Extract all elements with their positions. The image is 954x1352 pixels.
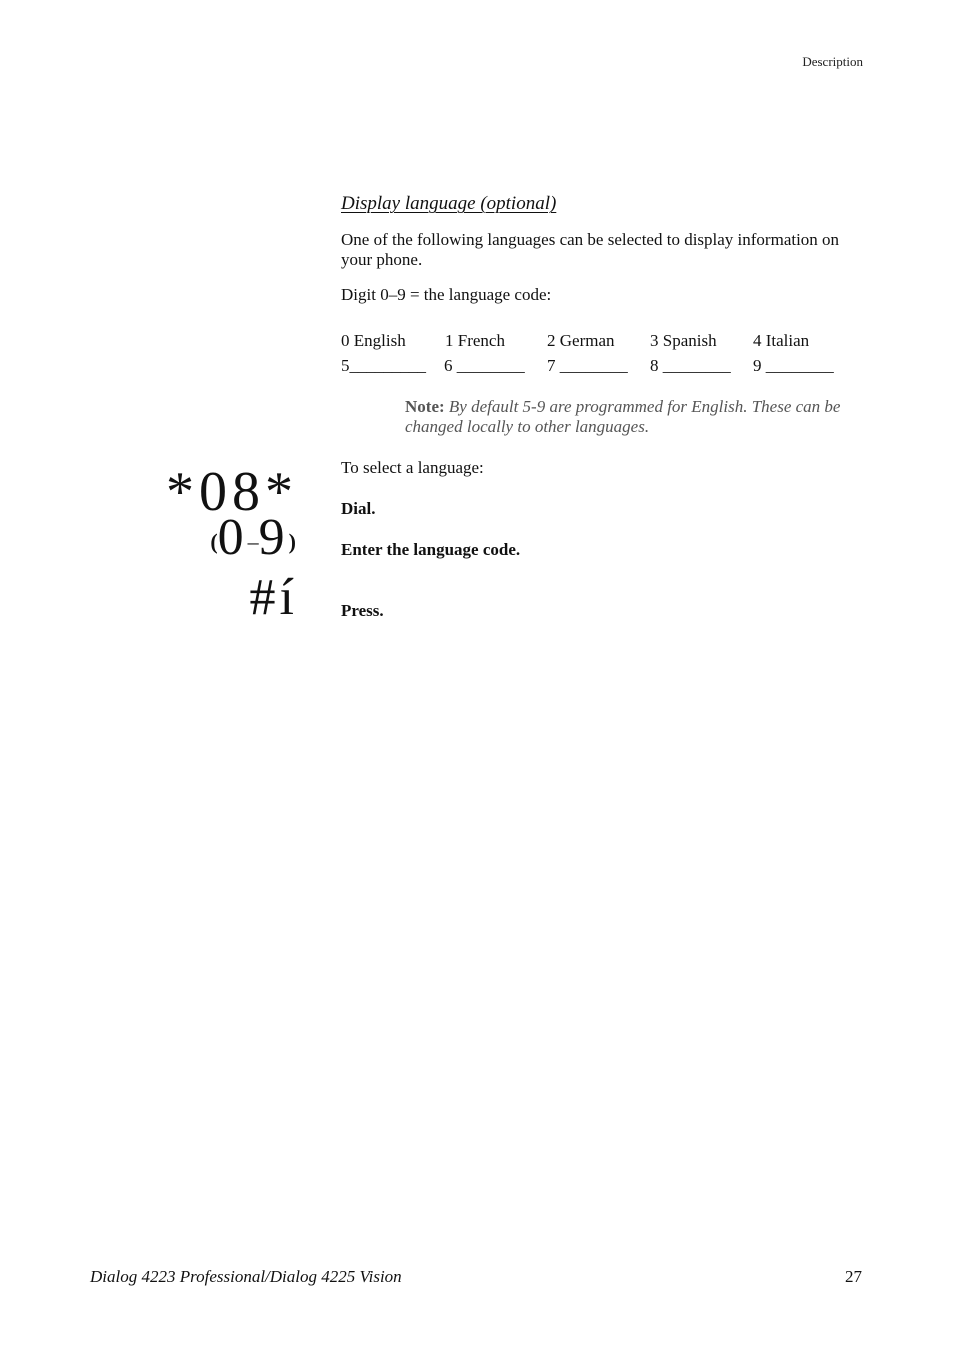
language-item: 2 German: [547, 331, 615, 350]
step-enter-code-label: Enter the language code.: [341, 540, 521, 559]
language-item: 1 French: [445, 331, 505, 350]
intro-paragraph: One of the following languages can be selected to display information on your phone.: [341, 230, 840, 269]
select-language-intro: To select a language:: [341, 458, 484, 477]
range-close-paren: ): [288, 529, 296, 555]
language-blank: 6 ________: [444, 356, 525, 375]
range-dash: –: [247, 529, 259, 555]
note-text: By default 5-9 are programmed for English. These can be changed locally to other languages.: [405, 397, 841, 436]
language-item: 4 Italian: [753, 331, 810, 350]
range-open-paren: (: [210, 529, 218, 555]
language-blank: 7 ________: [547, 356, 628, 375]
digit-code-line: Digit 0–9 = the language code:: [341, 285, 552, 304]
hash-key-icon: #í: [249, 569, 298, 626]
section-title: Display language (optional): [341, 193, 557, 214]
step-press-label: Press.: [341, 601, 384, 620]
language-blank: 8 ________: [650, 356, 731, 375]
language-blank: 9 ________: [753, 356, 834, 375]
note-block: [405, 397, 867, 437]
range-end-digit: 9: [258, 509, 289, 566]
language-item: 0 English: [341, 331, 406, 350]
note-label: Note:: [405, 397, 445, 416]
language-code-range-keys-icon: [210, 510, 296, 570]
page-number: 27: [845, 1267, 862, 1286]
language-item: 3 Spanish: [650, 331, 717, 350]
step-dial-label: Dial.: [341, 499, 376, 518]
range-start-digit: 0: [217, 509, 248, 566]
dial-code-keys-icon: *08*: [166, 461, 298, 523]
header-section-label: Description: [802, 54, 863, 69]
footer-document-title: Dialog 4223 Professional/Dialog 4225 Vision: [90, 1267, 402, 1286]
language-blank: 5_________: [341, 356, 426, 375]
